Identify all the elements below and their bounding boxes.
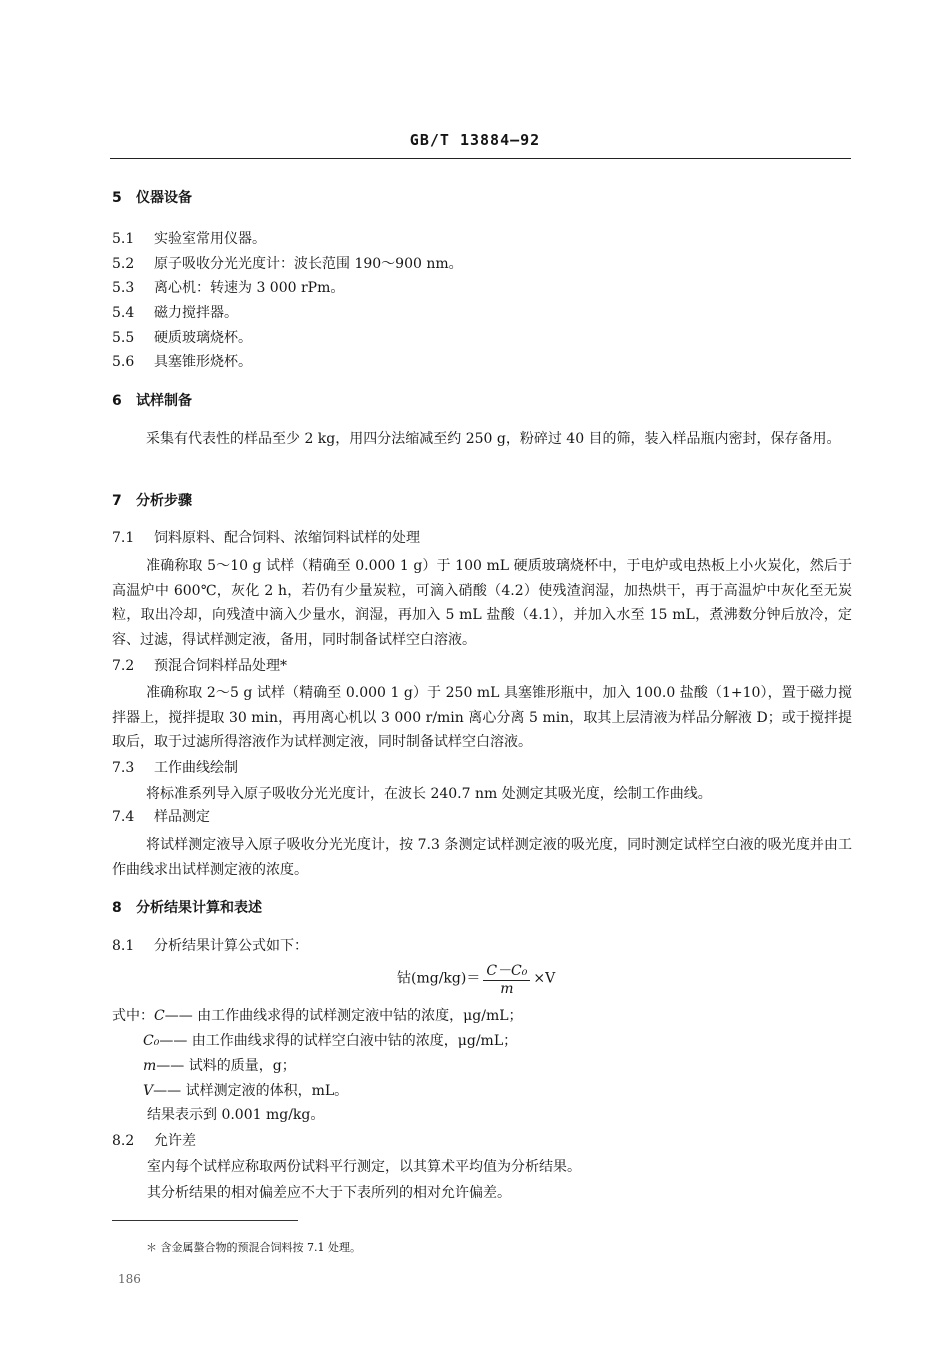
item-5-6: 5.6 具塞锥形烧杯。 — [112, 354, 252, 370]
item-5-5: 5.5 硬质玻璃烧杯。 — [112, 330, 252, 346]
subsection-7-2-heading: 7.2 预混合饲料样品处理* — [112, 658, 287, 674]
item-5-2: 5.2 原子吸收分光光度计：波长范围 190～900 nm。 — [112, 256, 463, 272]
subsection-7-1-heading: 7.1 饲料原料、配合饲料、浓缩饲料试样的处理 — [112, 530, 420, 546]
formula-fraction: $\frac{\text{C－C₀}}{m}$ — [483, 960, 530, 997]
subsection-8-2-line-2: 其分析结果的相对偏差应不大于下表所列的相对允许偏差。 — [147, 1185, 511, 1201]
result-precision-note: 结果表示到 0.001 mg/kg。 — [147, 1107, 325, 1123]
page-number: 186 — [118, 1272, 141, 1286]
where-line-m: m—— 试料的质量，g； — [143, 1058, 296, 1074]
standard-header: GB/T 13884—92 — [409, 131, 541, 149]
item-5-3: 5.3 离心机：转速为 3 000 rPm。 — [112, 280, 345, 296]
subsection-7-4-heading: 7.4 样品测定 — [112, 809, 210, 825]
where-line-c: 式中：C—— 由工作曲线求得的试样测定液中钴的浓度，μg/mL； — [112, 1008, 523, 1024]
subsection-8-1-heading: 8.1 分析结果计算公式如下： — [112, 938, 308, 954]
section-8-heading: 8 分析结果计算和表述 — [112, 900, 262, 916]
footnote: ＊ 含金属螯合物的预混合饲料按 7.1 处理。 — [146, 1241, 361, 1254]
item-5-1: 5.1 实验室常用仪器。 — [112, 231, 266, 247]
section-7-heading: 7 分析步骤 — [112, 493, 192, 509]
footnote-rule — [112, 1220, 298, 1221]
subsection-7-1-paragraph: 准确称取 5～10 g 试样（精确至 0.000 1 g）于 100 mL 硬质玻璃烧杯中，于电炉或电热板上小火炭化，然后于高温炉中 600℃，灰化 2 h，若仍有少量炭粒，可滴入硝酸（4.2）使残渣润湿，加热烘干，再于高温炉中灰化至无炭粒，取出冷却，向残渣中滴入少量水，润湿，再加入 5 mL 盐酸（4.1），并加入水至 15 mL，煮沸数分钟后放冷，定容、过滤，得试样测定液，备用，同时制备试样空白溶液。 — [112, 558, 852, 648]
section-5-heading: 5 仪器设备 — [112, 190, 192, 206]
header-rule — [110, 158, 851, 159]
subsection-8-2-heading: 8.2 允许差 — [112, 1133, 196, 1149]
subsection-8-2-line-1: 室内每个试样应称取两份试料平行测定，以其算术平均值为分析结果。 — [147, 1159, 581, 1175]
subsection-7-4-paragraph: 将试样测定液导入原子吸收分光光度计，按 7.3 条测定试样测定液的吸光度，同时测定试样空白液的吸光度并由工作曲线求出试样测定液的浓度。 — [112, 837, 852, 878]
where-line-c0: C₀—— 由工作曲线求得的试样空白液中钴的浓度，μg/mL； — [143, 1033, 518, 1049]
subsection-7-3-paragraph: 将标准系列导入原子吸收分光光度计，在波长 240.7 nm 处测定其吸光度，绘制工作曲线。 — [146, 786, 712, 802]
where-line-v: V—— 试样测定液的体积，mL。 — [143, 1083, 349, 1099]
section-6-paragraph: 采集有代表性的样品至少 2 kg，用四分法缩减至约 250 g，粉碎过 40 目的筛，装入样品瓶内密封，保存备用。 — [146, 431, 841, 447]
cobalt-formula: 钴(mg/kg)＝ $\frac{\text{C－C₀}}{m}$ ×V — [397, 960, 555, 997]
subsection-7-3-heading: 7.3 工作曲线绘制 — [112, 760, 238, 776]
item-5-4: 5.4 磁力搅拌器。 — [112, 305, 238, 321]
subsection-7-2-paragraph: 准确称取 2～5 g 试样（精确至 0.000 1 g）于 250 mL 具塞锥形瓶中，加入 100.0 盐酸（1+10），置于磁力搅拌器上，搅拌提取 30 min，再用离心机以 3 000 r/min 离心分离 5 min，取其上层清液为样品分解液 D；或于搅拌提取后，取于过滤所得溶液作为试样测定液，同时制备试样空白溶液。 — [112, 685, 852, 750]
section-6-heading: 6 试样制备 — [112, 393, 192, 409]
